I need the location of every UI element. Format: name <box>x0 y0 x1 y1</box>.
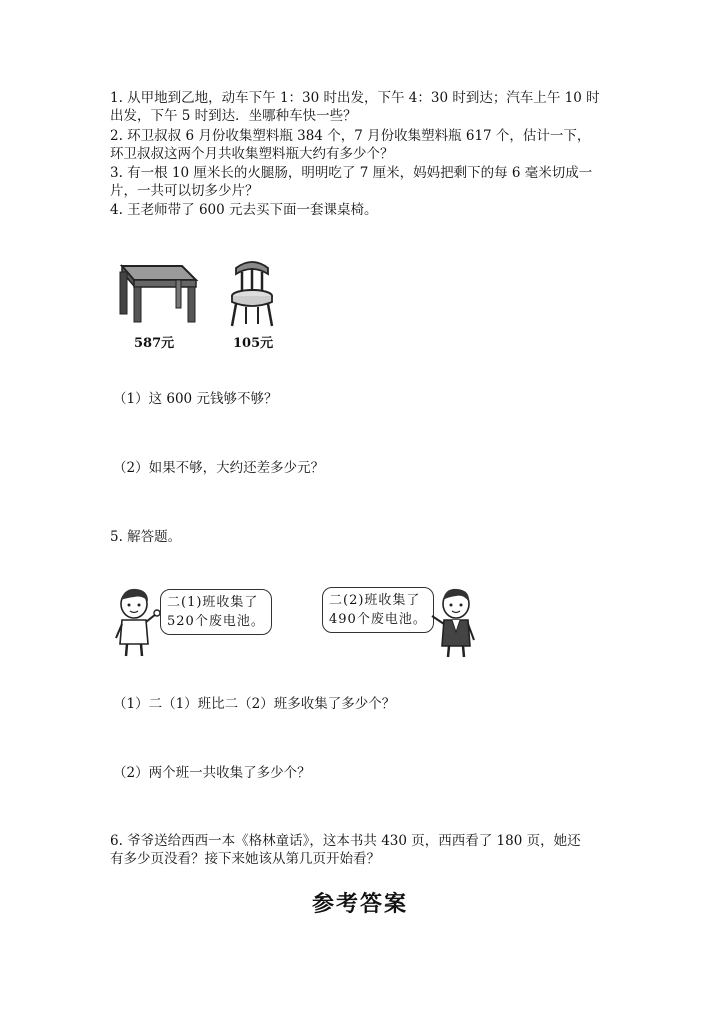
q5-sub2: （2）两个班一共收集了多少个？ <box>113 765 311 781</box>
speech-bubble-class-1 <box>160 589 272 635</box>
q1-line2: 出发，下午 5 时到达．坐哪种车快一些？ <box>110 108 357 124</box>
q3-line2: 片，一共可以切多少片？ <box>110 183 259 199</box>
q4-text: 4. 王老师带了 600 元去买下面一套课桌椅。 <box>110 202 378 218</box>
q4-sub2: （2）如果不够，大约还差多少元？ <box>113 460 325 476</box>
q2-line1: 2. 环卫叔叔 6 月份收集塑料瓶 384 个，7 月份收集塑料瓶 617 个，估计一下， <box>110 128 591 144</box>
chair-price: 105元 <box>233 336 274 351</box>
desk-illustration <box>112 258 202 328</box>
q5-sub1: （1）二（1）班比二（2）班多收集了多少个？ <box>113 696 396 712</box>
boy-left-illustration <box>112 586 162 658</box>
bubble1-line1: 二(1)班收集了 <box>167 595 259 610</box>
q6-line2: 有多少页没看？接下来她该从第几页开始看？ <box>110 851 380 867</box>
chair-illustration <box>226 254 278 330</box>
boy-right-illustration <box>428 586 480 658</box>
bubble2-line1: 二(2)班收集了 <box>329 593 421 608</box>
q4-sub1: （1）这 600 元钱够不够？ <box>113 391 278 407</box>
speech-bubble-class-2 <box>322 587 434 633</box>
answer-section-title: 参考答案 <box>311 891 408 917</box>
q1-line1: 1. 从甲地到乙地，动车下午 1：30 时出发，下午 4：30 时到达；汽车上午 10 时 <box>110 90 600 106</box>
bubble2-line2: 490个废电池。 <box>329 612 427 627</box>
bubble1-line2: 520个废电池。 <box>167 614 265 629</box>
desk-price: 587元 <box>134 336 175 351</box>
q5-text: 5. 解答题。 <box>110 529 182 545</box>
q3-line1: 3. 有一根 10 厘米长的火腿肠，明明吃了 7 厘米，妈妈把剩下的每 6 毫米切成一 <box>110 165 593 181</box>
q6-line1: 6. 爷爷送给西西一本《格林童话》，这本书共 430 页，西西看了 180 页，她还 <box>110 833 581 849</box>
q2-line2: 环卫叔叔这两个月共收集塑料瓶大约有多少个？ <box>110 146 394 162</box>
